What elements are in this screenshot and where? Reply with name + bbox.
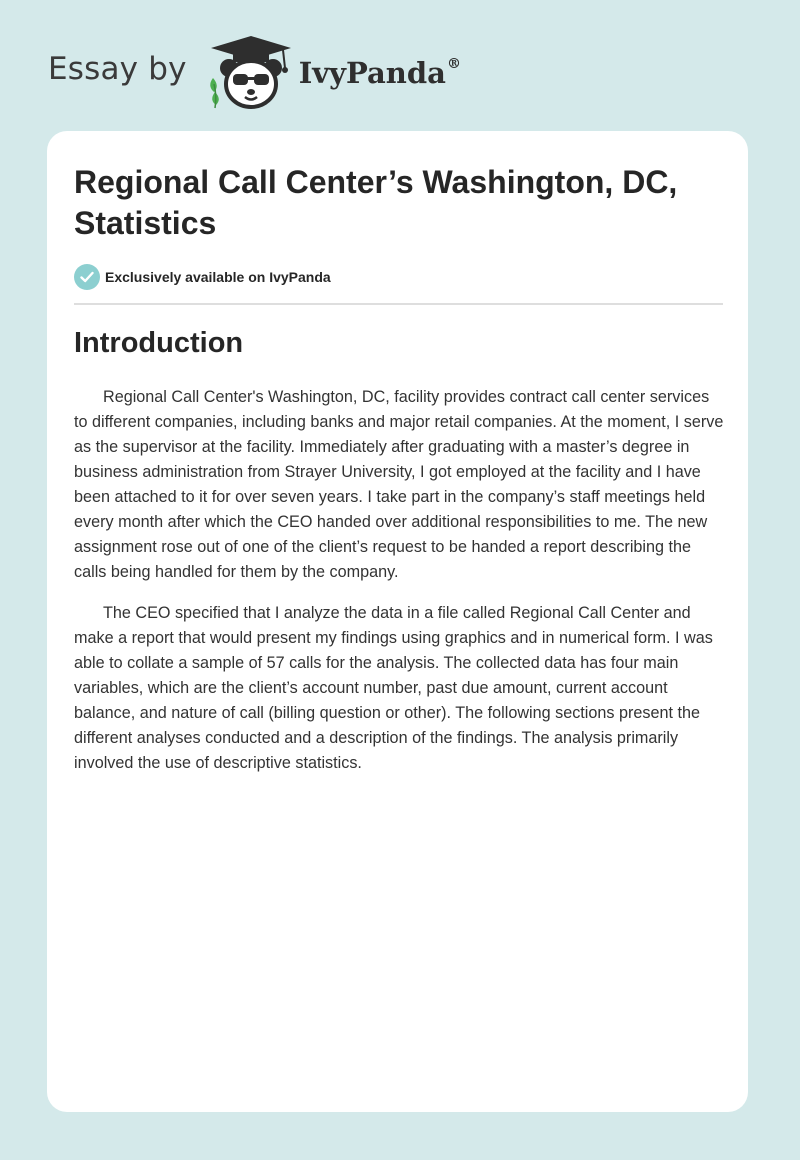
paragraph: Regional Call Center's Washington, DC, facility provides contract call center services to different companies, including banks and major retail companies. At the moment, I serve as the supervisor at the facility. Immediately after graduating with a master’s degree in business administration from Strayer University, I got employed at the facility and I have been attached to it for over seven years. I take part in the company’s staff meetings held every month after which the CEO handed over additional responsibilities to me. The new assignment rose out of one of the client’s request to be handed a report describing the calls being handled for them by the company. [74, 388, 724, 581]
section-heading: Introduction [74, 327, 244, 359]
exclusive-badge [74, 264, 331, 290]
essay-by-label: Essay by [48, 51, 187, 87]
site-header [48, 34, 461, 110]
registered-mark: ® [446, 56, 461, 73]
divider [74, 303, 723, 305]
essay-body [74, 385, 726, 792]
panda-graduate-icon[interactable] [205, 34, 297, 110]
essay-card [47, 131, 748, 1112]
badge-label: Exclusively available on IvyPanda [105, 269, 331, 285]
paragraph: The CEO specified that I analyze the data in a file called Regional Call Center and make a report that would present my findings using graphics and in numerical form. I was able to collate a sample of 57 calls for the analysis. The collected data has four main variables, which are the client’s account number, past due amount, current account balance, and nature of call (billing question or other). The following sections present the different analyses conducted and a description of the findings. The analysis primarily involved the use of descriptive statistics. [74, 604, 713, 772]
check-circle-icon [74, 264, 100, 290]
brand-name[interactable]: IvyPanda® [298, 56, 461, 90]
page-title: Regional Call Center’s Washington, DC, Statistics [74, 164, 678, 241]
